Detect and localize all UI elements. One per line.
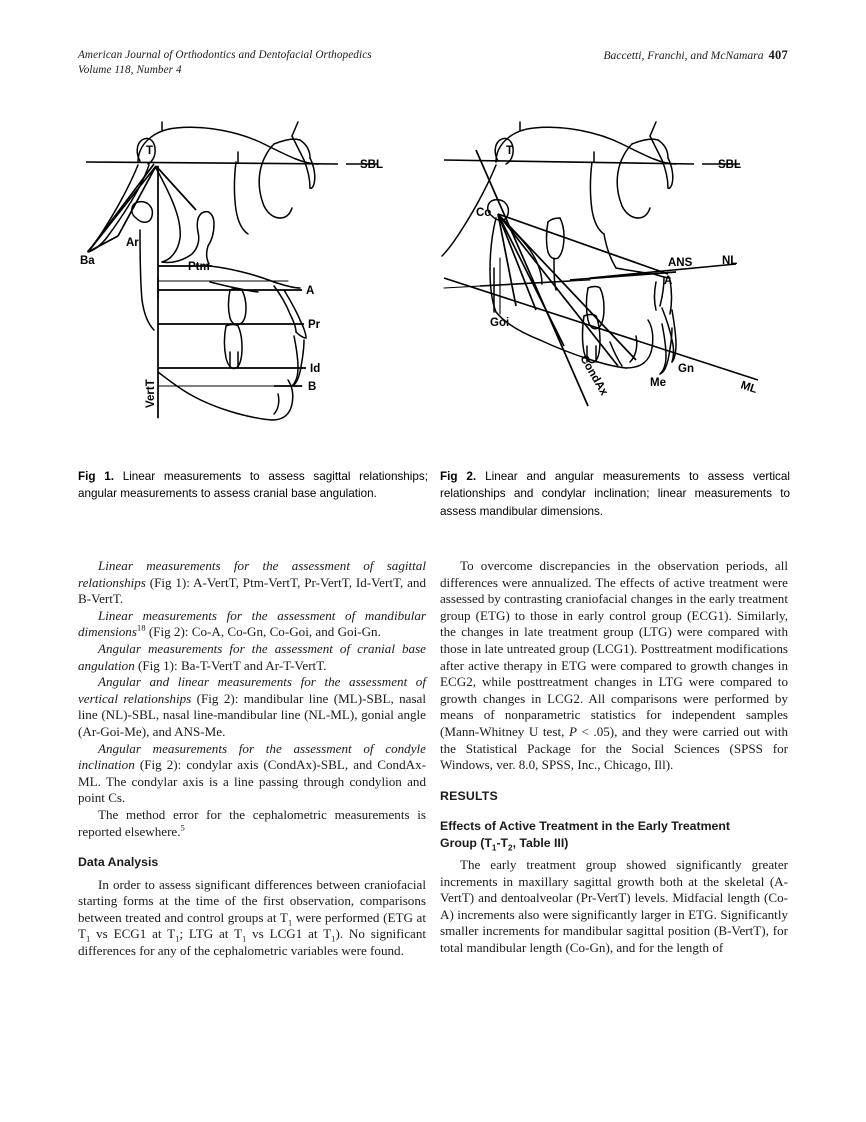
fig1-nasal-root (292, 122, 298, 136)
section-heading-results: RESULTS (440, 788, 498, 803)
figure-1-caption (78, 468, 428, 503)
fig1-orbit-post (235, 162, 249, 234)
subheading-line-2-mid: -T (496, 835, 509, 850)
italic-lead-linear-mandibular: Linear measurements for the assessment of mandibular dimensions (78, 607, 426, 640)
journal-title: American Journal of Orthodontics and Dentofacial Orthopedics (78, 49, 372, 61)
figure-2-caption (440, 468, 790, 520)
fig1-label-Id: Id (310, 363, 321, 375)
paragraph-annualized: To overcome discrepancies in the observation periods, all differences were annualized. The effects of active treatment were assessed by contrasting craniofacial changes in the early treatment group (ETG) to those in early control group (ECG1). Similarly, the changes in late treatment group (LTG) were compared with those in late untreated group (LCG1). Posttreatment modifications after active therapy in ETG were compared to growth changes in ECG2, while posttreatment changes in LTG were compared to growth changes in LCG2. All comparisons were performed by means of nonparametric statistics for independent samples (Mann-Whitney U test, P < .05), and they were carried out with the Statistical Package for the Social Sciences (SPSS for Windows, ver. 8.0, SPSS, Inc., Chicago, Ill). (440, 558, 788, 773)
figure-1-label: Fig 1. (78, 470, 114, 483)
fig1-ptm-fissure (197, 212, 214, 246)
fig2-orbit-post (591, 162, 605, 234)
subheading-data-analysis: Data Analysis (78, 855, 159, 870)
fig1-zygoma (156, 168, 180, 262)
fig1-label-T: T (146, 145, 154, 157)
fig2-co-goi-line-2 (498, 214, 536, 310)
body-column-left (78, 558, 426, 959)
italic-lead-angular-condyle: Angular measurements for the assessment of condyle inclination (78, 740, 426, 773)
figure-1-image (78, 118, 428, 458)
figure-1-caption-text: Linear measurements to assess sagittal relationships; angular measurements to assess cranial base angulation. (78, 470, 428, 501)
fig2-label-A: A (664, 275, 673, 287)
fig1-lower-molar-crown (226, 325, 238, 327)
fig2-cranial-vault (496, 127, 676, 164)
text-linear-mandibular: (Fig 2): Co-A, Co-Gn, Co-Goi, and Goi-Gn. (145, 624, 381, 640)
paragraph-angular-cranial (78, 641, 426, 674)
fig2-nl-line (590, 264, 736, 278)
sub-t1-c: 1 (175, 933, 180, 944)
text-linear-sagittal: (Fig 1): A-VertT, Ptm-VertT, Pr-VertT, Id-VertT, and B-VertT. (78, 574, 426, 607)
fig2-label-Me: Me (650, 377, 666, 389)
fig2-co-goi-line (498, 214, 516, 306)
text-method-error: The method error for the cephalometric measurements is reported elsewhere. (78, 806, 426, 839)
text-angular-condyle: (Fig 2): condylar axis (CondAx)-SBL, and CondAx-ML. The condylar axis is a line passing through condylion and point Cs. (78, 757, 426, 806)
fig1-t-ar-diag (156, 166, 196, 210)
text-angular-vertical: (Fig 2): mandibular line (ML)-SBL, nasal line (NL)-SBL, nasal line-mandibular line (NL-ML), gonial angle (Ar-Goi-Me), and ANS-Me. (78, 690, 426, 739)
page-number: 407 (768, 48, 788, 62)
fig2-label-T: T (506, 145, 514, 157)
fig1-incisor-upper-2 (284, 290, 306, 338)
subheading-line-2-suffix: , Table III) (512, 835, 569, 850)
italic-lead-linear-sagittal: Linear measurements for the assessment of sagittal relationships (78, 558, 426, 590)
fig1-orbital-floor (280, 208, 292, 218)
fig1-label-VertT: VertT (145, 379, 157, 408)
fig2-coronoid (547, 222, 559, 259)
fig2-maxilla-post (604, 234, 616, 268)
fig2-orbital-rim (617, 144, 638, 218)
volume-issue: Volume 118, Number 4 (78, 64, 182, 76)
fig1-ar-t-line (118, 166, 156, 236)
fig2-upper-molar-crown (588, 287, 600, 289)
italic-lead-angular-vertical: Angular and linear measurements for the assessment of vertical relationships (78, 674, 426, 706)
fig1-upper-molar-2 (240, 290, 246, 324)
fig1-ramus-post (140, 230, 154, 330)
fig1-label-Ar: Ar (126, 237, 139, 249)
fig2-label-ANS: ANS (668, 257, 693, 269)
italic-p-value: P (568, 723, 577, 739)
fig2-orbital-floor (638, 208, 650, 218)
fig1-label-Ptm: Ptm (188, 261, 210, 273)
fig1-label-SBL: SBL (360, 159, 383, 171)
figure-2-caption-text: Linear and angular measurements to assess vertical relationships and condylar inclination; linear measurements to assess mandibular dimensions. (440, 470, 790, 518)
fig1-lower-molar-2 (236, 326, 242, 368)
running-head (78, 48, 788, 82)
figure-2-image (440, 118, 790, 458)
fig2-nasal-root (650, 122, 656, 136)
fig1-sbl-line (86, 162, 338, 164)
fig2-condax-line (476, 150, 588, 406)
ref-marker-18: 18 (136, 623, 146, 634)
body-column-right (440, 558, 788, 957)
text-angular-cranial: (Fig 1): Ba-T-VertT and Ar-T-VertT. (134, 657, 327, 673)
fig2-label-CondAx: CondAx (577, 353, 610, 398)
fig2-label-Goi: Goi (490, 317, 510, 329)
fig2-nasal-lower (668, 158, 673, 188)
fig2-label-ML: ML (739, 379, 759, 396)
figure-2-label: Fig 2. (440, 470, 477, 483)
fig2-coronoid-top (548, 218, 560, 222)
fig2-label-NL: NL (722, 255, 738, 267)
fig1-symphysis-inner (274, 394, 279, 414)
sub-t1-d: 1 (242, 933, 247, 944)
fig1-orbital-rim (259, 144, 280, 218)
fig1-label-A: A (306, 285, 315, 297)
running-head-left (78, 48, 372, 78)
fig2-coronoid-2 (558, 218, 564, 258)
subheading-sub-t2: 2 (508, 842, 513, 852)
fig1-label-Ba: Ba (80, 255, 95, 267)
ref-marker-5: 5 (180, 822, 185, 833)
subheading-effects-active-treatment (440, 818, 788, 851)
paragraph-linear-sagittal (78, 558, 426, 608)
fig2-ramus-post (490, 218, 496, 312)
fig1-ba-t-line-2 (88, 164, 154, 252)
sub-t1-b: 1 (86, 933, 91, 944)
paragraph-angular-vertical (78, 674, 426, 740)
authors-running-head: Baccetti, Franchi, and McNamara (603, 49, 764, 62)
fig1-ba-ar-segment (88, 236, 118, 252)
fig1-label-B: B (308, 381, 317, 393)
sub-t1-e: 1 (331, 933, 336, 944)
subheading-line-1: Effects of Active Treatment in the Early Treatment (440, 819, 730, 834)
figures-row (78, 118, 790, 458)
paragraph-linear-mandibular (78, 608, 426, 641)
fig2-ml-line (444, 278, 758, 380)
running-head-right (603, 48, 788, 63)
paragraph-results: The early treatment group showed significantly greater increments in maxillary sagittal growth both at the skeletal (A-VertT) and dentoalveolar (Pr-VertT) levels. Midfacial length (Co-A) increments also were significantly larger in ETG. Significantly smaller increments for mandibular sagittal position (B-VertT), for total mandibular length (Co-Gn), and for the length of (440, 856, 788, 955)
sub-t1-a: 1 (287, 917, 293, 928)
fig2-label-SBL: SBL (718, 159, 741, 171)
fig2-label-Gn: Gn (678, 363, 694, 375)
italic-lead-angular-cranial: Angular measurements for the assessment of cranial base angulation (78, 640, 426, 673)
fig1-cranial-vault (138, 127, 318, 164)
fig1-nasal-lower (310, 158, 315, 188)
paragraph-method-error (78, 807, 426, 840)
subheading-line-2-prefix: Group (T (440, 835, 492, 850)
fig1-mandible-inferior (158, 372, 272, 420)
subheading-sub-t1: 1 (491, 842, 497, 852)
fig1-label-Pr: Pr (308, 319, 321, 331)
paragraph-angular-condyle (78, 741, 426, 807)
fig2-alveolus (655, 282, 657, 310)
paragraph-data-analysis: In order to assess significant differences between craniofacial starting forms at the time of the first observation, comparisons between treated and control groups at $T_1$ were performed (ETG at $T_1$ vs ECG1 at $T_1$; LTG at $T_1$ vs LCG1 at $T_1$). No significant differences for any of the cephalometric variables were found. (78, 876, 426, 958)
fig1-upper-molar (229, 290, 241, 325)
fig2-label-Co: Co (476, 207, 492, 219)
